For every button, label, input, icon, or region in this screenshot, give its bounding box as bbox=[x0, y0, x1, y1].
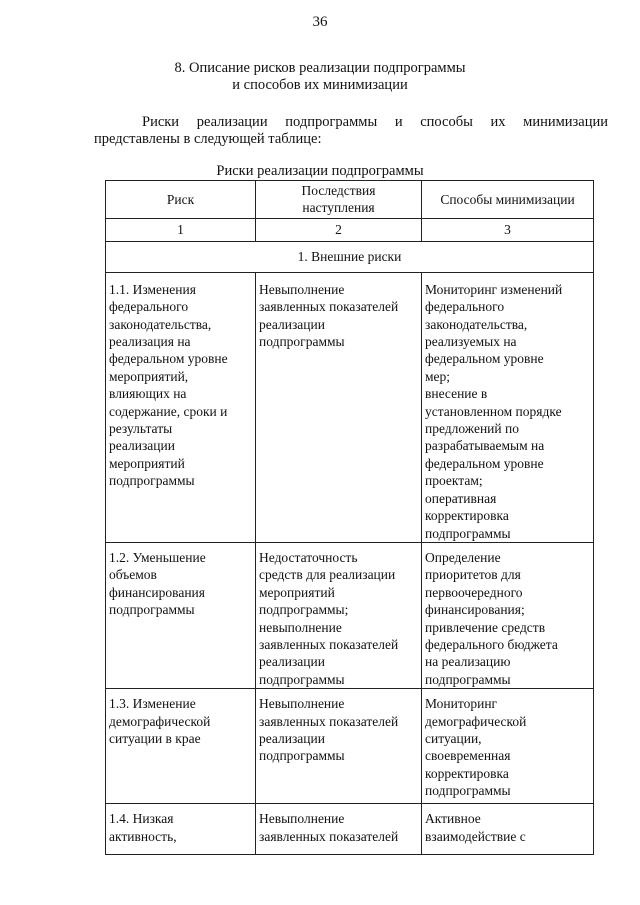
mitigation-cell: Мониторинг демографической ситуации, своевременная корректировка подпрограммы bbox=[422, 689, 594, 804]
table-header-row bbox=[106, 181, 594, 219]
table-row bbox=[106, 689, 594, 804]
section-title-line-2: и способов их минимизации bbox=[232, 77, 408, 93]
table-row bbox=[106, 272, 594, 542]
table-caption: Риски реализации подпрограммы bbox=[216, 163, 424, 179]
section-title-line-1: 8. Описание рисков реализации подпрограммы bbox=[174, 60, 466, 76]
table-row bbox=[106, 804, 594, 855]
risk-cell: 1.3. Изменение демографической ситуации в крае bbox=[106, 689, 256, 804]
risks-table bbox=[105, 180, 594, 855]
column-number-row bbox=[106, 218, 594, 241]
page-number: 36 bbox=[312, 14, 328, 30]
consequence-cell: Невыполнение заявленных показателей bbox=[256, 804, 422, 855]
consequence-cell: Недостаточность средств для реализации мероприятий подпрограммы; невыполнение заявленных показателей реализации подпрограммы bbox=[256, 542, 422, 688]
mitigation-cell: Определение приоритетов для первоочередного финансирования; привлечение средств федерального бюджета на реализацию подпрограммы bbox=[422, 542, 594, 688]
column-number-1: 1 bbox=[106, 218, 256, 241]
section-label-external-risks: 1. Внешние риски bbox=[106, 241, 594, 272]
intro-line-1: Риски реализации подпрограммы и способы их минимизации bbox=[142, 114, 608, 130]
table-row bbox=[106, 542, 594, 688]
header-mitigation: Способы минимизации bbox=[422, 181, 594, 219]
intro-paragraph bbox=[94, 114, 608, 148]
header-risk: Риск bbox=[106, 181, 256, 219]
mitigation-cell: Мониторинг изменений федерального законодательства, реализуемых на федеральном уровне мер; внесение в установленном порядке предложений по разрабатываемым на федеральном уровне проектам; оперативная корректировка подпрограммы bbox=[422, 272, 594, 542]
mitigation-cell: Активное взаимодействие с bbox=[422, 804, 594, 855]
column-number-2: 2 bbox=[256, 218, 422, 241]
section-row-external-risks bbox=[106, 241, 594, 272]
risk-cell: 1.2. Уменьшение объемов финансирования подпрограммы bbox=[106, 542, 256, 688]
header-consequence: Последствия наступления bbox=[256, 181, 422, 219]
consequence-cell: Невыполнение заявленных показателей реализации подпрограммы bbox=[256, 689, 422, 804]
consequence-cell: Невыполнение заявленных показателей реализации подпрограммы bbox=[256, 272, 422, 542]
risk-cell: 1.4. Низкая активность, bbox=[106, 804, 256, 855]
intro-line-2: представлены в следующей таблице: bbox=[94, 131, 322, 147]
risk-cell: 1.1. Изменения федерального законодательства, реализация на федеральном уровне мероприятий, влияющих на содержание, сроки и результаты реализации мероприятий подпрограммы bbox=[106, 272, 256, 542]
section-title bbox=[0, 60, 640, 94]
column-number-3: 3 bbox=[422, 218, 594, 241]
